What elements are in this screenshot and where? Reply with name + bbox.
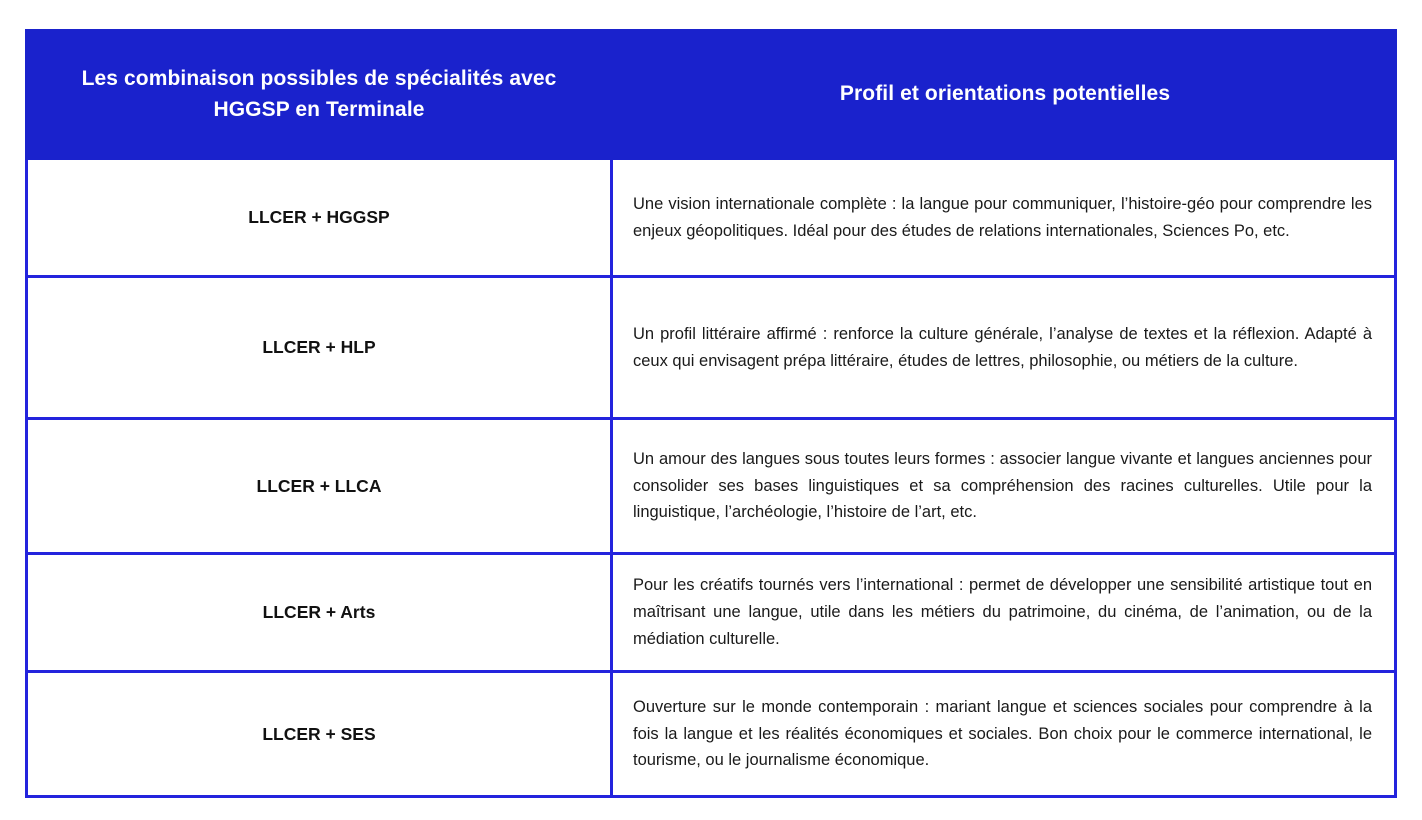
table-row [28,420,1394,555]
cell-combination: LLCER + Arts [28,555,613,670]
cell-combination: LLCER + SES [28,673,613,795]
cell-description [613,420,1394,552]
cell-combination: LLCER + HGGSP [28,160,613,275]
column-header-combinations: Les combinaison possibles de spécialités avec HGGSP en Terminale [81,67,557,121]
cell-description [613,278,1394,417]
table-row [28,160,1394,278]
table-body [25,160,1397,798]
description-text: Un profil littéraire affirmé : renforce la culture générale, l’analyse de textes et la réflexion. Adapté à ceux qui envisagent prépa littéraire, études de lettres, philosophie, ou métiers de la culture. [633,324,1372,370]
cell-combination: LLCER + LLCA [28,420,613,552]
description-text: Ouverture sur le monde contemporain : mariant langue et sciences sociales pour comprendre à la fois la langue et les réalités économiques et sociales. Bon choix pour le commerce international, le tourisme, ou le journalisme économique. [633,697,1372,770]
table-row [28,555,1394,673]
table-row [28,278,1394,420]
cell-description [613,160,1394,275]
cell-description [613,555,1394,670]
column-header-profile: Profil et orientations potentielles [839,82,1171,106]
description-text: Une vision internationale complète : la langue pour communiquer, l’histoire-géo pour comprendre les enjeux géopolitiques. Idéal pour des études de relations internationales, Sciences Po, etc. [633,194,1372,240]
cell-description [613,673,1394,795]
description-text: Pour les créatifs tournés vers l’international : permet de développer une sensibilité artistique tout en maîtrisant une langue, utile dans les métiers du patrimoine, du cinéma, de l’animation, ou de la médiation culturelle. [633,576,1372,648]
description-text: Un amour des langues sous toutes leurs formes : associer langue vivante et langues anciennes pour consolider ses bases linguistiques et sa compréhension des racines culturelles. Utile pour la linguistique, l’archéologie, l’histoire de l’art, etc. [633,449,1372,522]
table-header-row [25,29,1397,160]
table-row [28,673,1394,795]
cell-combination: LLCER + HLP [28,278,613,417]
specialites-table [25,29,1397,798]
